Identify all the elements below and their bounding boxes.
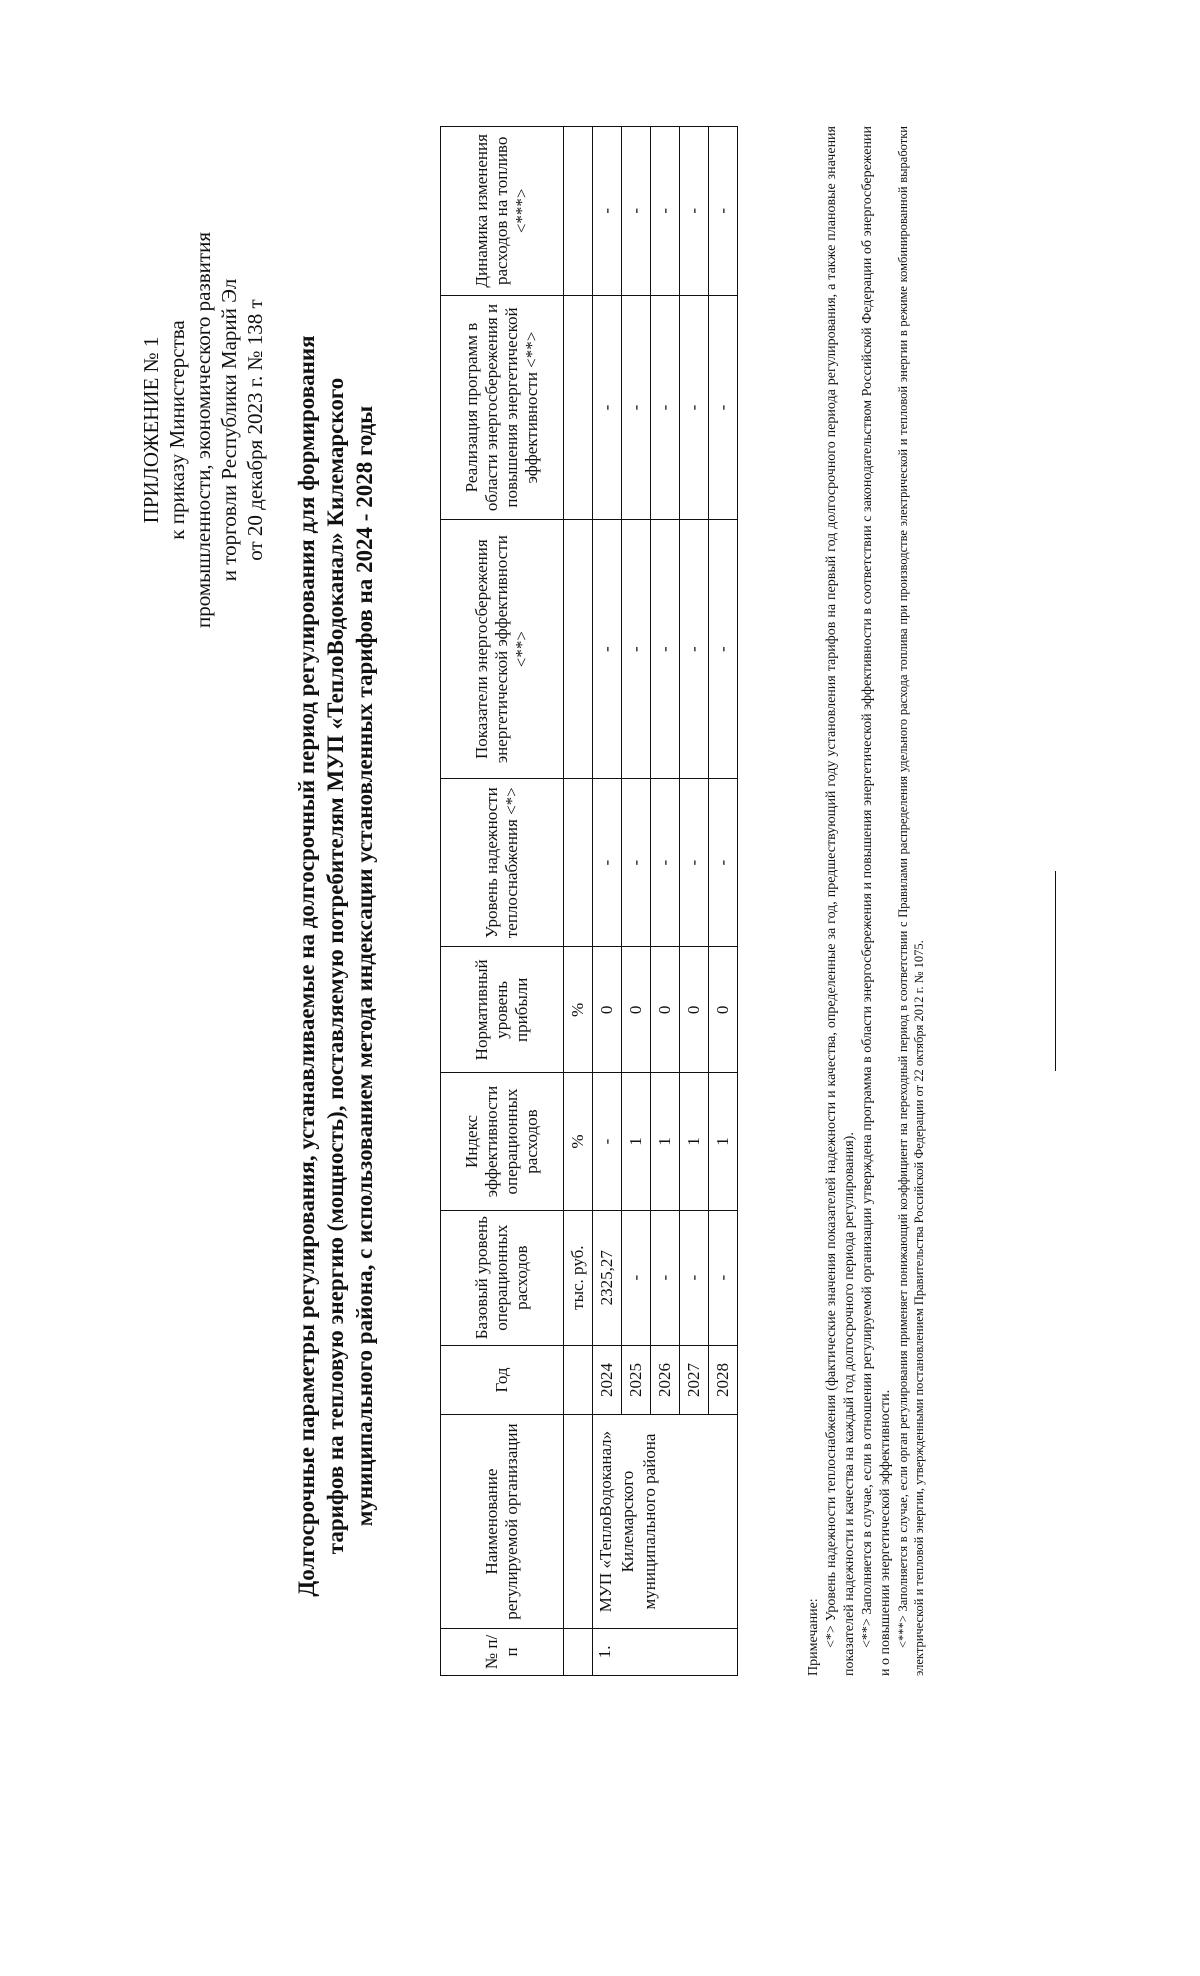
document-title xyxy=(292,156,379,1776)
energy-indicators-cell: - xyxy=(622,520,651,778)
profit-level-cell: 0 xyxy=(680,947,709,1073)
parameters-table xyxy=(440,126,738,1676)
appendix-date-line: от 20 декабря 2023 г. № 138 т xyxy=(243,299,267,561)
fuel-dynamics-cell: - xyxy=(651,127,680,296)
unit-cell: % xyxy=(564,947,593,1073)
header-organization: Наименование регулируемой организации xyxy=(441,1415,564,1629)
header-efficiency-index: Индекс эффективности операционных расходов xyxy=(441,1073,564,1211)
reliability-cell: - xyxy=(622,778,651,947)
base-opex-cell: - xyxy=(651,1210,680,1345)
appendix-header xyxy=(138,150,268,710)
notes-section xyxy=(805,126,927,1676)
header-number: № п/п xyxy=(441,1628,564,1675)
unit-cell: % xyxy=(564,1073,593,1211)
energy-programs-cell: - xyxy=(680,295,709,520)
energy-indicators-cell: - xyxy=(680,520,709,778)
unit-cell xyxy=(564,127,593,296)
fuel-dynamics-cell: - xyxy=(622,127,651,296)
base-opex-cell: - xyxy=(622,1210,651,1345)
header-energy-programs: Реализация программ в области энергосбережения и повышения энергетической эффективности <**> xyxy=(441,295,564,520)
organization-name: МУП «ТеплоВодоканал» Килемарского муниципального района xyxy=(593,1415,738,1629)
appendix-number: ПРИЛОЖЕНИЕ № 1 xyxy=(139,336,163,524)
efficiency-index-cell: 1 xyxy=(622,1073,651,1211)
energy-indicators-cell: - xyxy=(593,520,622,778)
reliability-cell: - xyxy=(651,778,680,947)
table-row xyxy=(593,127,622,1676)
appendix-order-line: к приказу Министерства xyxy=(165,320,189,540)
unit-cell xyxy=(564,1628,593,1675)
header-reliability: Уровень надежности теплоснабжения <*> xyxy=(441,778,564,947)
profit-level-cell: 0 xyxy=(593,947,622,1073)
note-fuel-coefficient: <***> Заполняется в случае, если орган регулирования применяет понижающий коэффициент на переходный период в соответствии с Правилами распределения удельного расхода топлива при производстве электрической и тепловой энергии в режиме комбинированной выработки электрической и тепловой энергии, утвержденными постановлением Правительства Российской Федерации от 22 октября 2012 г. № 1075. xyxy=(896,126,926,1676)
row-number: 1. xyxy=(593,1628,738,1675)
profit-level-cell: 0 xyxy=(709,947,738,1073)
base-opex-cell: 2325,27 xyxy=(593,1210,622,1345)
energy-programs-cell: - xyxy=(651,295,680,520)
end-divider-line xyxy=(1055,871,1056,1071)
header-base-opex: Базовый уровень операционных расходов xyxy=(441,1210,564,1345)
fuel-dynamics-cell: - xyxy=(593,127,622,296)
year-cell: 2025 xyxy=(622,1345,651,1415)
unit-cell: тыс. руб. xyxy=(564,1210,593,1345)
reliability-cell: - xyxy=(709,778,738,947)
efficiency-index-cell: 1 xyxy=(709,1073,738,1211)
title-line-1: Долгосрочные параметры регулирования, устанавливаемые на долгосрочный период регулирования для формирования xyxy=(294,335,319,1597)
profit-level-cell: 0 xyxy=(651,947,680,1073)
energy-indicators-cell: - xyxy=(709,520,738,778)
notes-heading: Примечание: xyxy=(806,1598,821,1676)
reliability-cell: - xyxy=(593,778,622,947)
unit-cell xyxy=(564,520,593,778)
unit-cell xyxy=(564,778,593,947)
year-cell: 2024 xyxy=(593,1345,622,1415)
efficiency-index-cell: - xyxy=(593,1073,622,1211)
reliability-cell: - xyxy=(680,778,709,947)
note-energy-program: <**> Заполняется в случае, если в отношении регулируемой организации утверждена программа в области энергосбережения и повышения энергетической эффективности в соответствии с законодательством Российской Федерации об энергосбережении и о повышении энергетической эффективности. xyxy=(860,126,893,1676)
title-line-3: муниципального района, с использованием метода индексации установленных тарифов на 2024 - 2028 годы xyxy=(352,405,377,1527)
unit-cell xyxy=(564,295,593,520)
energy-programs-cell: - xyxy=(593,295,622,520)
header-energy-indicators: Показатели энергосбережения энергетической эффективности <**> xyxy=(441,520,564,778)
profit-level-cell: 0 xyxy=(622,947,651,1073)
note-reliability: <*> Уровень надежности теплоснабжения (фактические значения показателей надежности и качества, определенные за год, предшествующий году установления тарифов на первый год долгосрочного периода регулирования, а также плановые значения показателей надежности и качества на каждый год долгосрочного периода регулирования). xyxy=(824,126,857,1676)
fuel-dynamics-cell: - xyxy=(680,127,709,296)
appendix-ministry-line: промышленности, экономического развития xyxy=(191,232,215,629)
year-cell: 2028 xyxy=(709,1345,738,1415)
year-cell: 2026 xyxy=(651,1345,680,1415)
unit-cell xyxy=(564,1415,593,1629)
table-header-row xyxy=(441,127,564,1676)
efficiency-index-cell: 1 xyxy=(680,1073,709,1211)
year-cell: 2027 xyxy=(680,1345,709,1415)
base-opex-cell: - xyxy=(680,1210,709,1345)
unit-cell xyxy=(564,1345,593,1415)
table-units-row xyxy=(564,127,593,1676)
title-line-2: тарифов на тепловую энергию (мощность), поставляемую потребителям МУП «ТеплоВодоканал» Килемарского xyxy=(323,377,348,1555)
base-opex-cell: - xyxy=(709,1210,738,1345)
header-fuel-dynamics: Динамика изменения расходов на топливо <***> xyxy=(441,127,564,296)
header-profit-level: Нормативный уровень прибыли xyxy=(441,947,564,1073)
header-year: Год xyxy=(441,1345,564,1415)
energy-programs-cell: - xyxy=(622,295,651,520)
appendix-republic-line: и торговли Республики Марий Эл xyxy=(217,278,241,582)
energy-programs-cell: - xyxy=(709,295,738,520)
fuel-dynamics-cell: - xyxy=(709,127,738,296)
energy-indicators-cell: - xyxy=(651,520,680,778)
efficiency-index-cell: 1 xyxy=(651,1073,680,1211)
